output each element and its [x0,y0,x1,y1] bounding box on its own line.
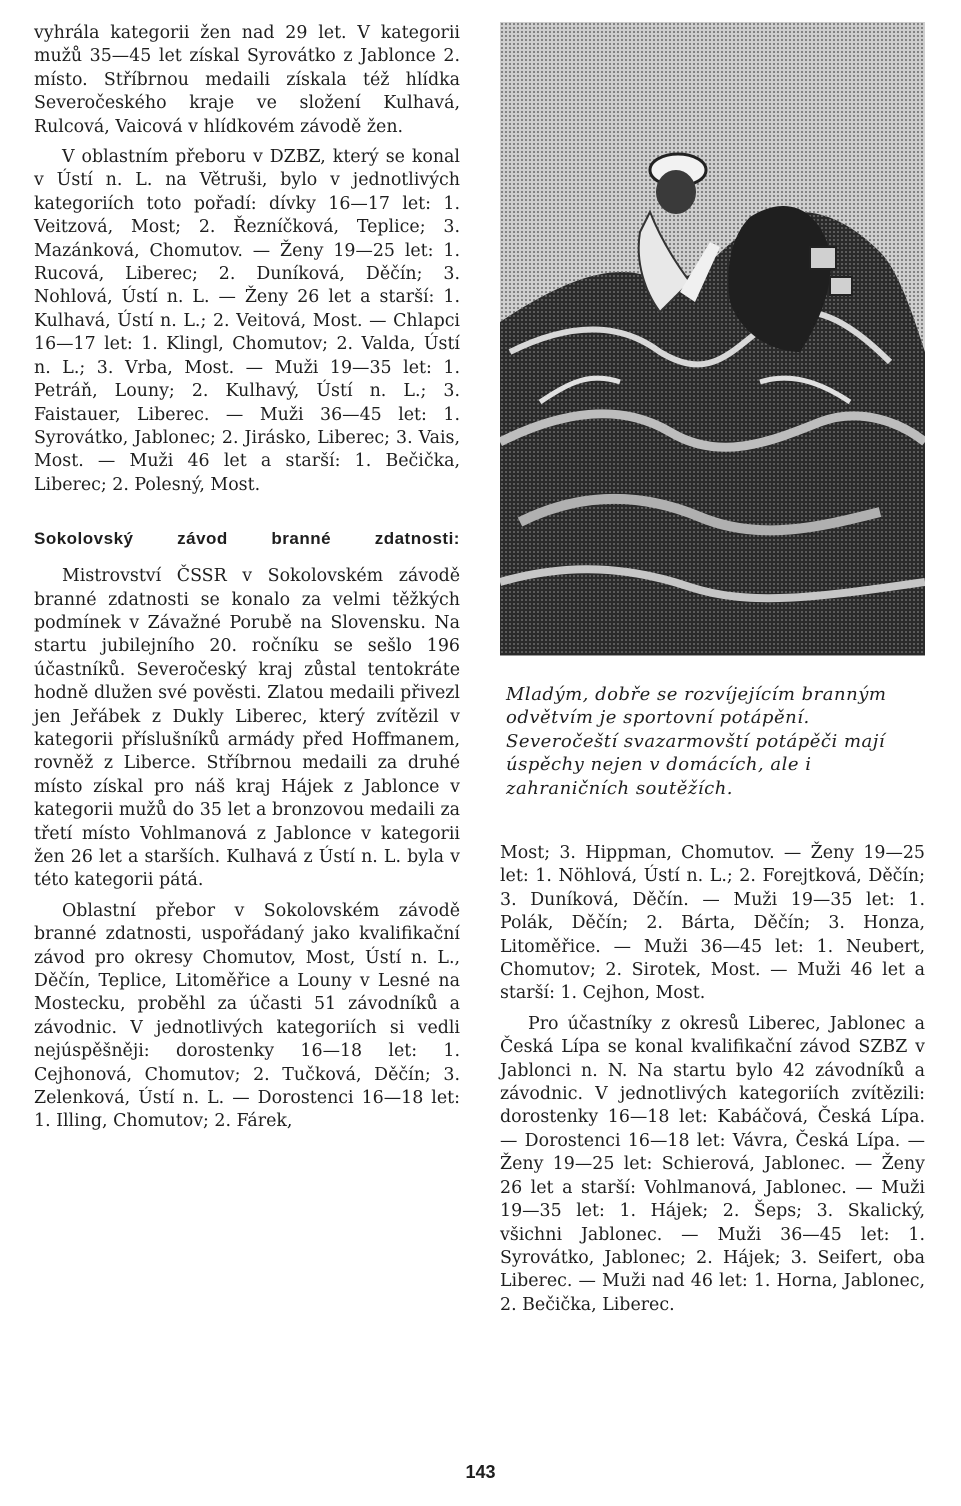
diver-photo [500,22,925,656]
diver-photo-icon [500,22,925,655]
heading-word: závod [177,529,228,549]
right-column [500,842,925,1317]
photo-block [500,22,925,800]
heading-word: branné [271,529,332,549]
article-paragraph: Oblastní přebor v Sokolovském závodě branné zdatnosti, uspořádaný jako kvalifikační závod pro okresy Chomutov, Most, Ústí n. L., Děčín, Teplice, Litoměřice a Louny v Lesné na Mostecku, proběhl za účasti 51 závodníků a závodnic. V jednotlivých kategoriích si vedli nejúspěšněji: dorostenky 16—18 let: 1. Cejhonová, Chomutov; 2. Tučková, Děčín; 3. Zelenková, Ústí n. L. — Dorostenci 16—18 let: 1. Illing, Chomutov; 2. Fárek, [34,900,460,1132]
article-paragraph: Mistrovství ČSSR v Sokolovském závodě branné zdatnosti se konalo za velmi těžkých podmínek v Závažné Porubě na Slovensku. Na startu jubilejního 20. ročníku se sešlo 196 účastníků. Severočeský kraj zůstal tentokráte hodně dlužen své pověsti. Zlatou medaili přivezl jen Jeřábek z Dukly Liberec, který zvítězil v kategorii příslušníků armády před Hoffmanem, rovněž z Liberce. Stříbrnou medaili za druhé místo získal pro náš kraj Hájek z Jablonce v kategorii mužů do 35 let a bronzovou medaili za třetí místo Vohlmanová z Jablonce v kategorii žen 26 let a starších. Kulhavá z Ústí n. L. byla v této kategorii pátá. [34,566,460,891]
article-paragraph: V oblastním přeboru v DZBZ, který se konal v Ústí n. L. na Větruši, bylo v jednotlivých kategoriích toto pořadí: dívky 16—17 let: 1. Veitzová, Most; 2. Řezníčková, Teplice; 3. Mazánková, Chomutov. — Ženy 19—25 let: 1. Rucová, Liberec; 2. Duníková, Děčín; 3. Nohlová, Ústí n. L. — Ženy 26 let a starší: 1. Kulhavá, Ústí n. L.; 2. Veitová, Most. — Chlapci 16—17 let: 1. Klingl, Chomutov; 2. Valda, Ústí n. L.; 3. Vrba, Most. — Muži 19—35 let: 1. Petráň, Louny; 2. Kulhavý, Ústí n. L.; 3. Faistauer, Liberec. — Muži 36—45 let: 1. Syrovátko, Jablonec; 2. Jirásko, Liberec; 3. Vais, Most. — Muži 46 let a starší: 1. Bečička, Liberec; 2. Polesný, Most. [34,147,460,495]
left-column [34,22,460,1134]
article-paragraph: Pro účastníky z okresů Liberec, Jablonec a Česká Lípa se konal kvalifikační závod SZBZ v Jablonci n. N. Na startu bylo 42 závodníků a závodnic. V jednotlivých kategoriích zvítězili: dorostenky 16—18 let: Kabáčová, Česká Lípa. — Dorostenci 16—18 let: Vávra, Česká Lípa. — Ženy 19—25 let: Schierová, Jablonec. — Ženy 26 let a starší: Vohlmanová, Jablonec. — Muži 19—35 let: 1. Hájek; 2. Šeps; 3. Skalický, všichni Jablonec. — Muži 36—45 let: 1. Syrovátko, Jablonec; 2. Hájek; 3. Seifert, oba Liberec. — Muži nad 46 let: 1. Horna, Jablonec, 2. Bečička, Liberec. [500,1013,925,1315]
heading-word: Sokolovský [34,529,134,549]
article-paragraph: vyhrála kategorii žen nad 29 let. V kategorii mužů 35—45 let získal Syrovátko z Jablonce 2. místo. Stříbrnou medaili získala též hlídka Severočeského kraje ve složení Kulhavá, Rulcová, Vaicová v hlídkovém závodě žen. [34,23,460,137]
photo-caption: Mladým, dobře se rozvíjejícím branným odvětvím je sportovní potápění. Severočeští svazarmovští potápěči mají úspěchy nejen v domácích, ale i zahraničních soutěžích. [506,684,887,799]
section-heading [34,529,460,549]
article-paragraph: Most; 3. Hippman, Chomutov. — Ženy 19—25 let: 1. Nöhlová, Ústí n. L.; 2. Forejtková, Děčín; 3. Duníková, Děčín. — Muži 19—35 let: 1. Polák, Děčín; 2. Bárta, Děčín; 3. Honza, Litoměřice. — Muži 36—45 let: 1. Neubert, Chomutov; 2. Sirotek, Most. — Muži 46 let a starší: 1. Cejhon, Most. [500,843,925,1004]
heading-word: zdatnosti: [374,529,460,549]
page-number: 143 [465,1462,496,1482]
